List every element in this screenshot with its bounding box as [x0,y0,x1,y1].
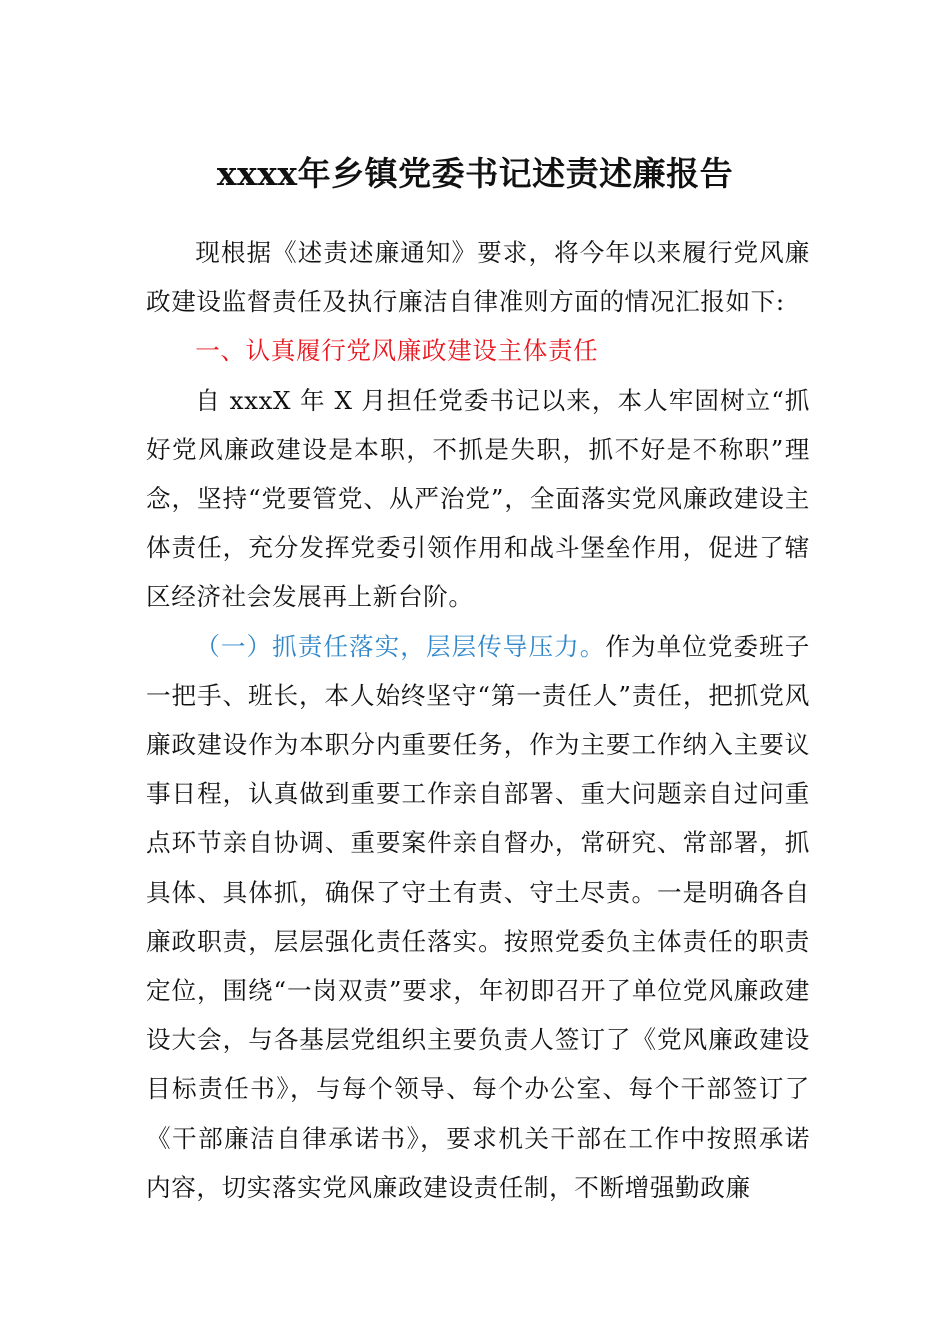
subsection-text: 作为单位党委班子一把手、班长，本人始终坚守“第一责任人”责任，把抓党风廉政建设作为本职分内重要任务，作为主要工作纳入主要议事日程，认真做到重要工作亲自部署、重大问题亲自过问重点环节亲自协调、重要案件亲自督办，常研究、常部署，抓具体、具体抓，确保了守土有责、守土尽责。一是明确各自廉政职责，层层强化责任落实。按照党委负主体责任的职责定位，围绕“一岗双责”要求，年初即召开了单位党风廉政建设大会，与各基层党组织主要负责人签订了《党风廉政建设目标责任书》，与每个领导、每个办公室、每个干部签订了《干部廉洁自律承诺书》，要求机关干部在工作中按照承诺内容，切实落实党风廉政建设责任制，不断增强勤政廉 [146,631,810,1202]
document-body [146,228,810,1212]
section-paragraph: 自 xxxX 年 X 月担任党委书记以来，本人牢固树立“抓好党风廉政建设是本职，不抓是失职，抓不好是不称职”理念，坚持“党要管党、从严治党”，全面落实党风廉政建设主体责任，充分发挥党委引领作用和战斗堡垒作用，促进了辖区经济社会发展再上新台阶。 [146,385,810,612]
section-heading: 一、认真履行党风廉政建设主体责任 [195,336,599,366]
intro-paragraph: 现根据《述责述廉通知》要求，将今年以来履行党风廉政建设监督责任及执行廉洁自律准则方面的情况汇报如下: [146,238,810,317]
subsection-paragraph [146,622,810,1212]
subsection-heading: （一）抓责任落实，层层传导压力。 [195,631,606,661]
document-title: xxxx年乡镇党委书记述责述廉报告 [216,154,734,193]
